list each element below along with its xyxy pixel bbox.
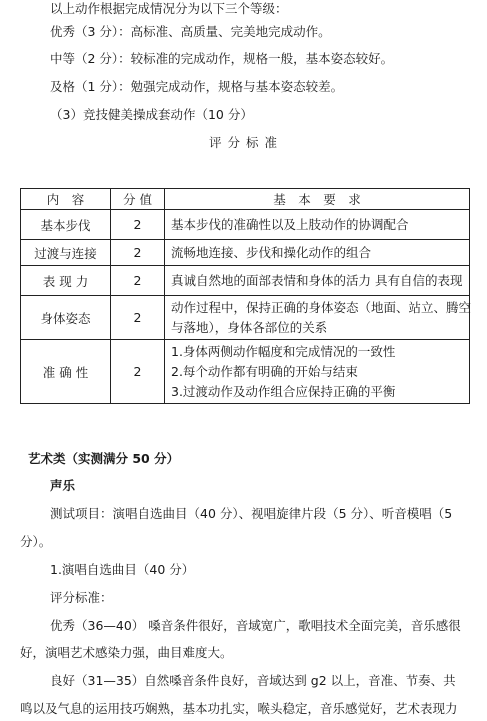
row-item: 身体姿态 (21, 296, 111, 340)
header-requirement: 基 本 要 求 (165, 189, 470, 210)
good-line1: 良好（31—35）自然嗓音条件良好，音域达到 g2 以上，音准、节奏、共 (50, 673, 456, 688)
levels-intro: 以上动作根据完成情况分为以下三个等级： (50, 1, 288, 16)
table-header-row (21, 189, 470, 210)
table-caption: 评 分 标 准 (209, 135, 278, 150)
requirement-line: 动作过程中，保持正确的身体姿态（地面、站立、腾空 (171, 299, 472, 315)
row-score: 2 (111, 210, 165, 240)
good-line2: 鸣以及气息的运用技巧娴熟，基本功扎实，喉头稳定，音乐感觉好，艺术表现力 (20, 701, 458, 716)
item1-title: 1.演唱自选曲目（40 分） (50, 562, 195, 577)
level-medium: 中等（2 分）：较标准的完成动作，规格一般，基本姿态较好。 (50, 51, 394, 66)
table-row (21, 210, 470, 240)
requirement-line: 3.过渡动作及动作组合应保持正确的平衡 (171, 383, 396, 399)
requirement-line: 1.身体两侧动作幅度和完成情况的一致性 (171, 343, 396, 359)
table-row (21, 340, 470, 404)
level-pass: 及格（1 分）：勉强完成动作，规格与基本姿态较差。 (50, 79, 344, 94)
table-row (21, 266, 470, 296)
row-requirement: 基本步伐的准确性以及上肢动作的协调配合 (165, 210, 470, 240)
excellent-line2: 好，演唱艺术感染力强，曲目难度大。 (20, 645, 233, 660)
row-item: 表 现 力 (21, 266, 111, 296)
requirement-line: 与落地），身体各部位的关系 (171, 319, 328, 335)
row-requirement (165, 340, 470, 404)
table-row (21, 240, 470, 266)
row-item: 基本步伐 (21, 210, 111, 240)
art-heading: 艺术类（实测满分 50 分） (28, 451, 180, 466)
level-excellent: 优秀（3 分）：高标准、高质量、完美地完成动作。 (50, 24, 331, 39)
excellent-line1: 优秀（36—40） 嗓音条件很好，音域宽广，歌唱技术全面完美，音乐感很 (50, 618, 461, 633)
row-item: 过渡与连接 (21, 240, 111, 266)
scoring-table (20, 188, 470, 404)
test-items-line2: 分）。 (20, 534, 52, 549)
criteria-label: 评分标准： (50, 590, 113, 605)
row-requirement: 流畅地连接、步伐和操化动作的组合 (165, 240, 470, 266)
row-requirement: 真诚自然地的面部表情和身体的活力 具有自信的表现 (165, 266, 470, 296)
table-row (21, 296, 470, 340)
row-score: 2 (111, 266, 165, 296)
row-item: 准 确 性 (21, 340, 111, 404)
header-score: 分 值 (111, 189, 165, 210)
header-content: 内 容 (21, 189, 111, 210)
row-score: 2 (111, 296, 165, 340)
row-score: 2 (111, 240, 165, 266)
section3-title: （3）竞技健美操成套动作（10 分） (50, 107, 253, 122)
row-score: 2 (111, 340, 165, 404)
row-requirement (165, 296, 470, 340)
test-items-line1: 测试项目：演唱自选曲目（40 分）、视唱旋律片段（5 分）、听音模唱（5 (50, 506, 453, 521)
vocal-subheading: 声乐 (50, 478, 76, 493)
requirement-line: 2.每个动作都有明确的开始与结束 (171, 363, 358, 379)
